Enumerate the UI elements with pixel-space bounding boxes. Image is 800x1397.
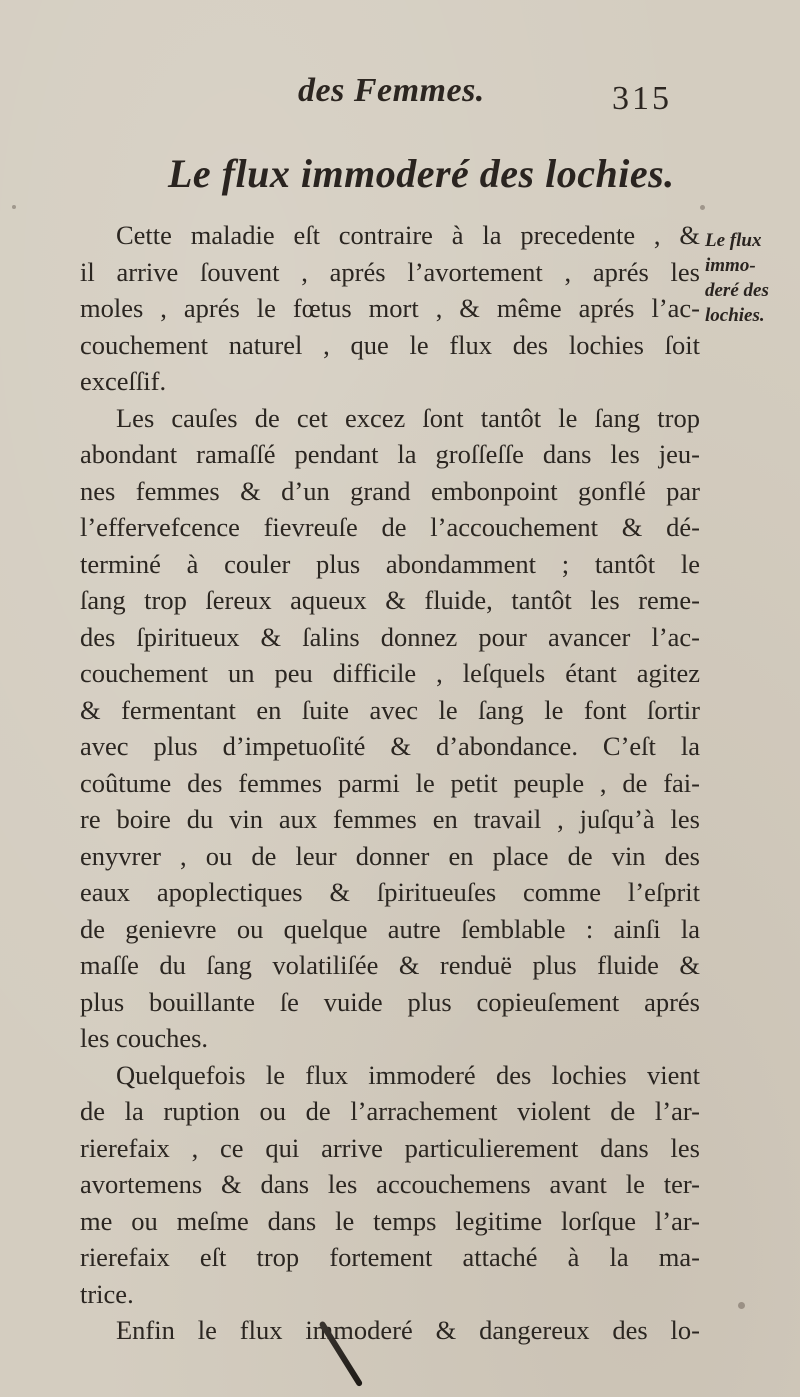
text-line: rierefaix eſt trop fortement attaché à la ma-	[80, 1242, 700, 1272]
page-header	[0, 72, 800, 122]
text-line: l’effervefcence fievreuſe de l’accouchement & dé-	[80, 512, 700, 542]
text-line: Cette maladie eſt contraire à la precedente , &	[116, 220, 700, 250]
margin-note-line: deré des	[705, 280, 769, 301]
text-line: eaux apoplectiques & ſpiritueuſes comme l’eſprit	[80, 877, 700, 907]
text-line: Les cauſes de cet excez ſont tantôt le ſang trop	[116, 402, 700, 433]
text-line: me ou meſme dans le temps legitime lorſque l’ar-	[80, 1205, 700, 1236]
text-line: couchement naturel , que le flux des lochies ſoit	[80, 329, 700, 360]
text-line: Quelquefois le flux immoderé des lochies vient	[116, 1059, 700, 1090]
text-line: Enfin le flux immoderé & dangereux des lo-	[116, 1315, 700, 1345]
text-line: les couches.	[80, 1023, 209, 1053]
text-line: il arrive ſouvent , aprés l’avortement , aprés les	[80, 256, 700, 287]
text-line: des ſpiritueux & ſalins donnez pour avancer l’ac-	[80, 621, 700, 652]
text-line: moles , aprés le fœtus mort , & même aprés l’ac-	[80, 293, 700, 323]
margin-note-line: immo-	[705, 255, 756, 276]
paper-speck	[700, 205, 705, 210]
margin-note	[705, 228, 797, 328]
page-number: 315	[612, 80, 672, 117]
text-line: enyvrer , ou de leur donner en place de vin des	[80, 840, 700, 871]
margin-note-line: lochies.	[705, 305, 765, 326]
text-line: maſſe du ſang volatiliſée & renduë plus fluide &	[80, 950, 700, 980]
text-line: coûtume des femmes parmi le petit peuple , de fai-	[80, 767, 700, 798]
text-line: nes femmes & d’un grand embonpoint gonflé par	[80, 475, 700, 506]
text-line: ſang trop ſereux aqueux & fluide, tantôt les reme-	[80, 585, 700, 615]
text-line: rierefaix , ce qui arrive particulierement dans les	[80, 1132, 700, 1163]
body-text	[80, 217, 700, 1349]
text-line: avortemens & dans les accouchemens avant le ter-	[80, 1169, 700, 1199]
running-title: des Femmes.	[298, 72, 485, 109]
text-line: & fermentant en ſuite avec le ſang le font ſortir	[80, 694, 700, 725]
paper-speck	[738, 1302, 745, 1309]
text-line: de genievre ou quelque autre ſemblable : ainſi la	[80, 913, 700, 944]
text-line: plus bouillante ſe vuide plus copieuſement aprés	[80, 986, 700, 1017]
margin-note-line: Le flux	[705, 230, 762, 251]
section-title: Le flux immoderé des lochies.	[168, 151, 675, 196]
text-line: couchement un peu difficile , leſquels étant agitez	[80, 658, 700, 688]
text-line: abondant ramaſſé pendant la groſſeſſe dans les jeu-	[80, 439, 700, 469]
text-line: terminé à couler plus abondamment ; tantôt le	[80, 548, 700, 579]
text-line: re boire du vin aux femmes en travail , juſqu’à les	[80, 804, 700, 834]
text-line: de la ruption ou de l’arrachement violent de l’ar-	[80, 1096, 700, 1126]
paper-speck	[12, 205, 16, 209]
text-line: avec plus d’impetuoſité & d’abondance. C’eſt la	[80, 731, 700, 761]
text-line: exceſſif.	[80, 366, 167, 396]
text-line: trice.	[80, 1278, 134, 1309]
